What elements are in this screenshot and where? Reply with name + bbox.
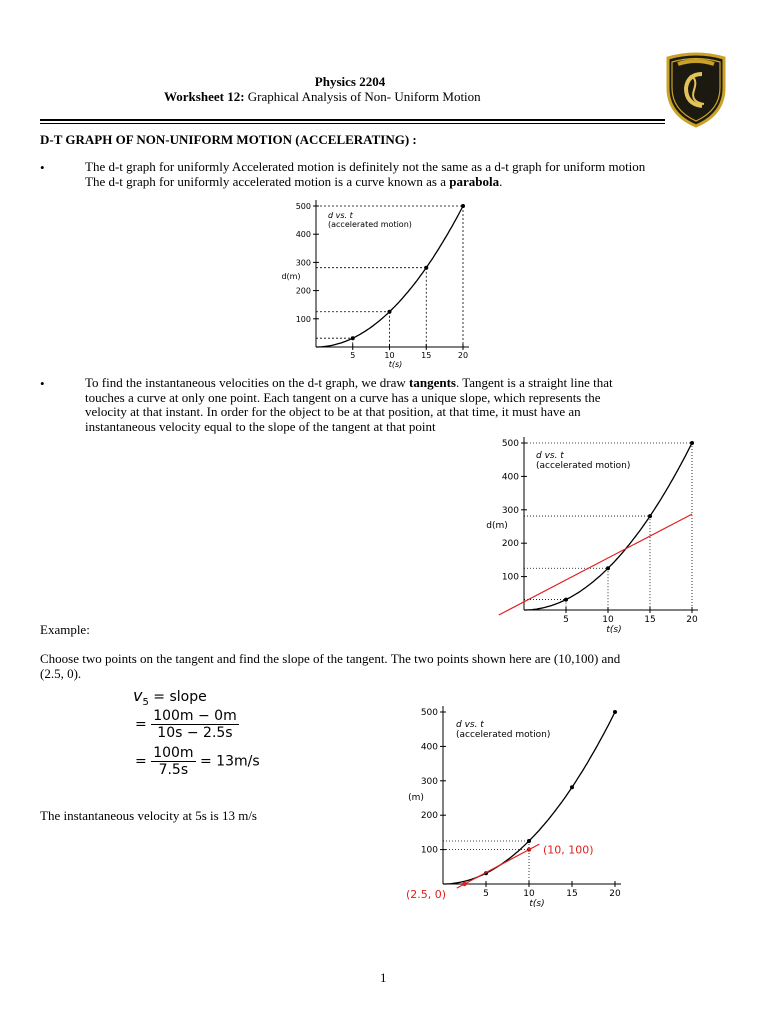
y-tick-label: 300: [295, 258, 311, 268]
tangents-term: tangents: [409, 375, 456, 390]
velocity-equation-line1: [133, 686, 207, 708]
fraction-2-denominator: 7.5s: [158, 762, 189, 778]
slope-word: slope: [169, 689, 207, 705]
y-tick-label: 200: [501, 539, 519, 550]
y-tick-label: 100: [420, 845, 438, 856]
graph-1-dt-chart: [274, 196, 480, 374]
example-label: Example:: [40, 622, 90, 637]
equals-sign: =: [135, 716, 147, 733]
x-tick-label: 10: [602, 615, 614, 625]
equals-sign: =: [135, 753, 147, 770]
x-tick-label: 10: [523, 889, 535, 899]
data-point: [461, 204, 465, 208]
x-tick-label: 20: [457, 351, 469, 360]
fraction-2: [151, 745, 195, 778]
bullet-marker: •: [40, 376, 45, 391]
y-tick-label: 100: [295, 314, 311, 324]
x-axis-label: t(s): [388, 360, 403, 369]
y-tick-label: 500: [295, 202, 311, 211]
y-axis-label: d(m): [486, 521, 508, 531]
velocity-symbol: v: [133, 686, 143, 705]
chart-title: d vs. t: [328, 211, 353, 220]
bullet2-paragraph: [85, 376, 725, 434]
velocity-equation-line2: [135, 708, 239, 741]
data-point: [564, 598, 568, 602]
example-line1: Choose two points on the tangent and find the slope of the tangent. The two points shown here are (10,100) and: [40, 651, 621, 666]
bullet2-line3: velocity at that instant. In order for the object to be at that position, at that time, it must have an: [85, 404, 581, 419]
x-tick-label: 20: [686, 615, 698, 625]
x-tick-label: 15: [421, 351, 432, 360]
x-tick-label: 15: [566, 889, 578, 899]
x-tick-label: 5: [350, 351, 356, 360]
y-tick-label: 400: [295, 230, 311, 240]
tangent-line: [499, 514, 692, 615]
fraction-1: [151, 708, 239, 741]
worksheet-topic: Graphical Analysis of Non- Uniform Motion: [244, 89, 481, 104]
page-number: 1: [380, 970, 387, 985]
data-point: [424, 266, 428, 270]
data-point: [351, 336, 355, 340]
chart-title: d vs. t: [536, 451, 564, 461]
velocity-subscript: 5: [142, 696, 149, 708]
tangent-line: [457, 844, 540, 888]
data-point: [388, 310, 392, 314]
point-a-label: (10, 100): [543, 843, 594, 857]
tangent-point: [462, 882, 466, 886]
parabola-term: parabola: [449, 173, 500, 189]
equals-sign: =: [153, 689, 166, 705]
x-tick-label: 5: [563, 615, 569, 625]
y-tick-label: 200: [420, 811, 438, 822]
x-axis-label: t(s): [606, 625, 622, 635]
fraction-2-numerator: 100m: [153, 745, 194, 761]
section-title: D-T GRAPH OF NON-UNIFORM MOTION (ACCELERATING) :: [40, 132, 417, 147]
chart-title: d vs. t: [456, 720, 484, 730]
worksheet-number: Worksheet 12:: [164, 89, 245, 104]
chart-subtitle: (accelerated motion): [456, 730, 551, 740]
x-tick-label: 15: [644, 615, 656, 625]
y-tick-label: 100: [501, 572, 519, 583]
graph-2-tangent-chart: [478, 432, 704, 642]
bullet2-line2: touches a curve at only one point. Each tangent on a curve has a unique slope, which represents the: [85, 389, 601, 405]
conclusion-text: The instantaneous velocity at 5s is 13 m/s: [40, 808, 257, 823]
x-tick-label: 10: [384, 351, 395, 360]
bullet1-paragraph: [85, 160, 745, 189]
data-point: [570, 785, 574, 789]
y-tick-label: 500: [501, 439, 519, 449]
graph-3-two-point-chart: [404, 700, 628, 910]
bullet-marker: •: [40, 160, 45, 175]
data-point: [613, 710, 617, 714]
y-axis-label: (m): [408, 793, 424, 803]
fraction-1-numerator: 100m − 0m: [153, 708, 237, 724]
bullet1-line1: The d-t graph for uniformly Accelerated motion is definitely not the same as a d-t graph for uniform motion: [85, 159, 646, 174]
header-rule-thin: [40, 123, 665, 124]
x-tick-label: 20: [609, 889, 621, 899]
data-point: [690, 441, 694, 445]
example-line2: (2.5, 0).: [40, 666, 82, 681]
point-b-label: (2.5, 0): [406, 888, 447, 901]
example-text: [40, 651, 730, 681]
bullet2-line1: To find the instantaneous velocities on the d-t graph, we draw tangents. Tangent is a straight line that: [85, 375, 613, 390]
y-tick-label: 300: [501, 505, 519, 516]
data-point: [648, 514, 652, 518]
x-axis-label: t(s): [529, 899, 545, 909]
velocity-equation-line3: [135, 745, 260, 778]
y-axis-label: d(m): [281, 272, 301, 281]
chart-subtitle: (accelerated motion): [328, 220, 412, 229]
y-tick-label: 300: [420, 776, 438, 787]
school-crest-logo: [664, 52, 728, 128]
x-tick-label: 5: [483, 889, 489, 899]
data-point: [606, 566, 610, 570]
chart-subtitle: (accelerated motion): [536, 461, 631, 471]
y-tick-label: 200: [295, 286, 311, 296]
course-title: Physics 2204: [314, 74, 386, 89]
bullet2-line4: instantaneous velocity equal to the slope of the tangent at that point: [85, 418, 436, 434]
worksheet-title: [164, 89, 584, 104]
header-rule: [40, 119, 665, 121]
velocity-result: = 13m/s: [200, 753, 260, 770]
y-tick-label: 400: [501, 472, 519, 483]
fraction-1-denominator: 10s − 2.5s: [157, 725, 233, 741]
y-tick-label: 400: [420, 742, 438, 753]
bullet1-line2: The d-t graph for uniformly accelerated motion is a curve known as a parabola.: [85, 173, 503, 189]
y-tick-label: 500: [420, 708, 438, 718]
